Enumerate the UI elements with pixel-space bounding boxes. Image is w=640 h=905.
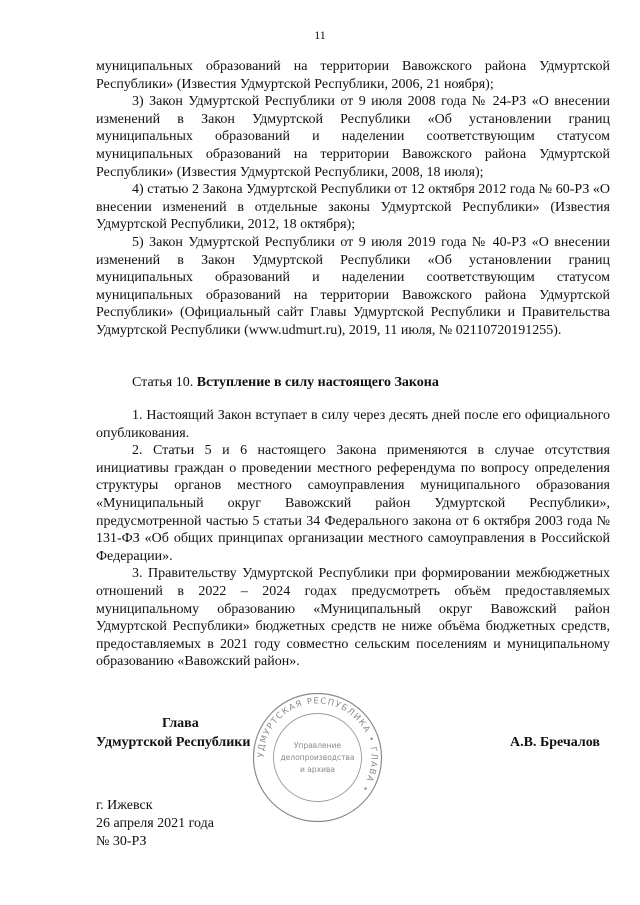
- city: г. Ижевск: [96, 798, 153, 813]
- signature-title-republic: Удмуртской Республики: [96, 735, 251, 750]
- document-footer: [96, 797, 214, 851]
- paragraph: 3. Правительству Удмуртской Республики при формировании межбюджетных отношений в 2022 – 2024 годах предусмотреть объём предоставляемых муниципальному образованию «Муниципальный округ Вавожский район Удмуртской Республики» бюджетных средств не ниже объёма бюджетных средств, предоставляемых в 2021 году совместно сельским поселениям и муниципальному образованию «Вавожский район».: [96, 566, 610, 670]
- seal-center-text: делопроизводства: [280, 753, 355, 762]
- page-number: 11: [314, 28, 326, 42]
- article-title: Вступление в силу настоящего Закона: [196, 375, 439, 390]
- signatory-name: А.В. Бречалов: [510, 735, 600, 750]
- text-block-amendments: [96, 58, 610, 340]
- paragraph: муниципальных образований на территории Вавожского района Удмуртской Республики» (Известия Удмуртской Республики, 2006, 21 ноября);: [96, 59, 610, 92]
- paragraph: 4) статью 2 Закона Удмуртской Республики от 12 октября 2012 года № 60-РЗ «О внесении изменений в отдельные законы Удмуртской Республики» (Известия Удмуртской Республики, 2012, 18 октября);: [96, 182, 610, 233]
- official-seal-stamp: [250, 690, 385, 825]
- paragraph: 2. Статьи 5 и 6 настоящего Закона применяются в случае отсутствия инициативы граждан о проведении местного референдума по вопросу определения структуры органов местного самоуправления муниципального образования «Муниципальный округ Вавожский район Удмуртской Республики», предусмотренной частью 5 статьи 34 Федерального закона от 6 октября 2003 года № 131-ФЗ «Об общих принципах организации местного самоуправления в Российской Федерации».: [96, 443, 610, 564]
- seal-center-text: и архива: [300, 765, 335, 774]
- article-heading: [132, 375, 439, 391]
- seal-center-text: Управление: [293, 741, 342, 750]
- date: 26 апреля 2021 года: [96, 816, 214, 831]
- text-block-entry-into-force: [96, 407, 610, 671]
- article-number: Статья 10.: [132, 375, 197, 390]
- signature-title-head: Глава: [162, 716, 199, 731]
- seal-ring-text: УДМУРТСКАЯ РЕСПУБЛИКА • ГЛАВА •: [256, 696, 379, 794]
- paragraph: 1. Настоящий Закон вступает в силу через десять дней после его официального опубликования.: [96, 408, 610, 441]
- law-number: № 30-РЗ: [96, 834, 147, 849]
- paragraph: 3) Закон Удмуртской Республики от 9 июля 2008 года № 24-РЗ «О внесении изменений в Закон Удмуртской Республики «Об установлении границ муниципальных образований и наделении соответствующим статусом муниципальных образований на территории Вавожского района Удмуртской Республики» (Известия Удмуртской Республики, 2008, 18 июля);: [96, 94, 610, 180]
- paragraph: 5) Закон Удмуртской Республики от 9 июля 2019 года № 40-РЗ «О внесении изменений в Закон Удмуртской Республики «Об установлении границ муниципальных образований и наделении соответствующим статусом муниципальных образований на территории Вавожского района Удмуртской Республики» (Официальный сайт Главы Удмуртской Республики и Правительства Удмуртской Республики (www.udmurt.ru), 2019, 11 июля, № 02110720191255).: [96, 234, 610, 338]
